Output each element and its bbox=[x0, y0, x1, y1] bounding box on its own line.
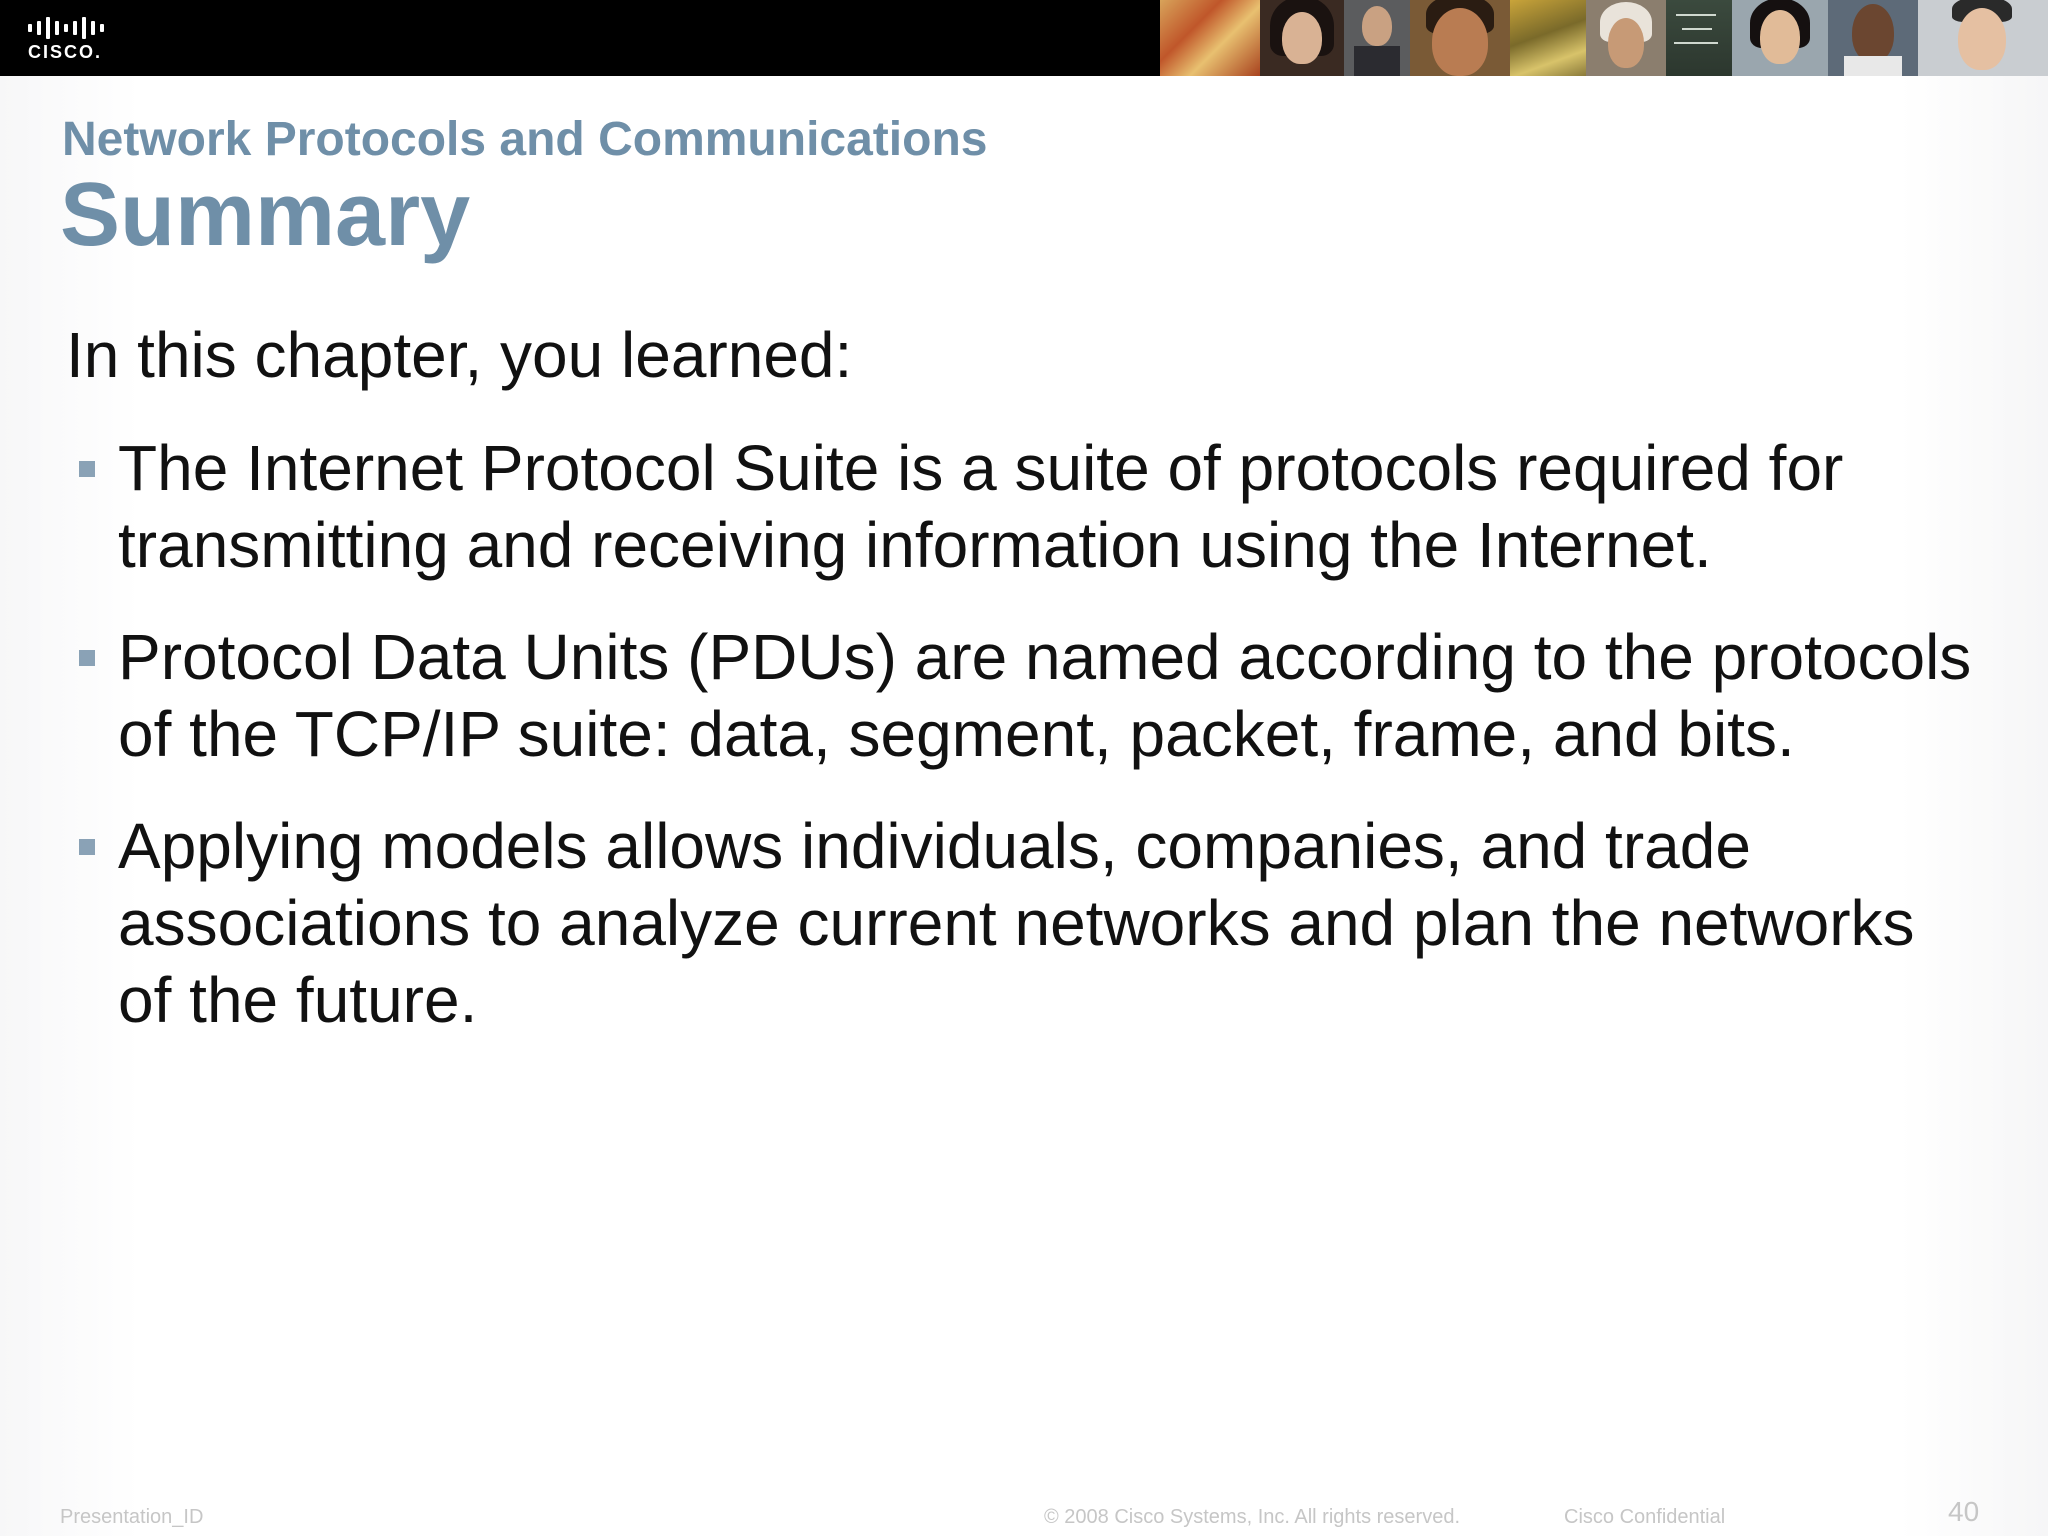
page-number: 40 bbox=[1948, 1496, 1980, 1527]
photo-person-3 bbox=[1410, 0, 1510, 76]
intro-text: In this chapter, you learned: bbox=[66, 319, 853, 391]
footer-confidential: Cisco Confidential bbox=[1564, 1506, 1726, 1528]
photo-person-6 bbox=[1828, 0, 1918, 76]
top-banner bbox=[0, 0, 2048, 76]
photo-person-5 bbox=[1732, 0, 1828, 76]
bullet-item bbox=[0, 808, 1978, 1039]
bullet-text: Protocol Data Units (PDUs) are named according to the protocols of the TCP/IP suite: data, segment, packet, frame, and bits. bbox=[118, 621, 1972, 770]
square-bullet-icon bbox=[79, 839, 95, 855]
photo-strip bbox=[1160, 0, 2048, 76]
footer-copyright: © 2008 Cisco Systems, Inc. All rights reserved. bbox=[1044, 1506, 1461, 1528]
photo-person-2 bbox=[1344, 0, 1410, 76]
photo-person-4 bbox=[1586, 0, 1666, 76]
photo-chalkboard bbox=[1666, 0, 1732, 76]
slide-title: Summary bbox=[60, 165, 471, 265]
section-subtitle: Network Protocols and Communications bbox=[62, 113, 988, 166]
cisco-logo-icon bbox=[28, 16, 118, 64]
photo-collage-abstract bbox=[1160, 0, 1260, 76]
footer-presentation-id: Presentation_ID bbox=[60, 1506, 204, 1528]
bullet-item bbox=[0, 619, 1978, 773]
logo-text: CISCO. bbox=[28, 42, 103, 62]
photo-person-1 bbox=[1260, 0, 1344, 76]
photo-collage-yellow bbox=[1510, 0, 1586, 76]
square-bullet-icon bbox=[79, 650, 95, 666]
bullet-text: The Internet Protocol Suite is a suite of protocols required for transmitting and receiving information using the Internet. bbox=[118, 432, 1844, 581]
square-bullet-icon bbox=[79, 461, 95, 477]
photo-person-7 bbox=[1918, 0, 2048, 76]
bullet-item bbox=[0, 430, 1978, 584]
bullet-text: Applying models allows individuals, companies, and trade associations to analyze current networks and plan the networks of the future. bbox=[118, 810, 1915, 1036]
bullet-list bbox=[0, 430, 2048, 1074]
cisco-bars-icon bbox=[28, 16, 118, 40]
